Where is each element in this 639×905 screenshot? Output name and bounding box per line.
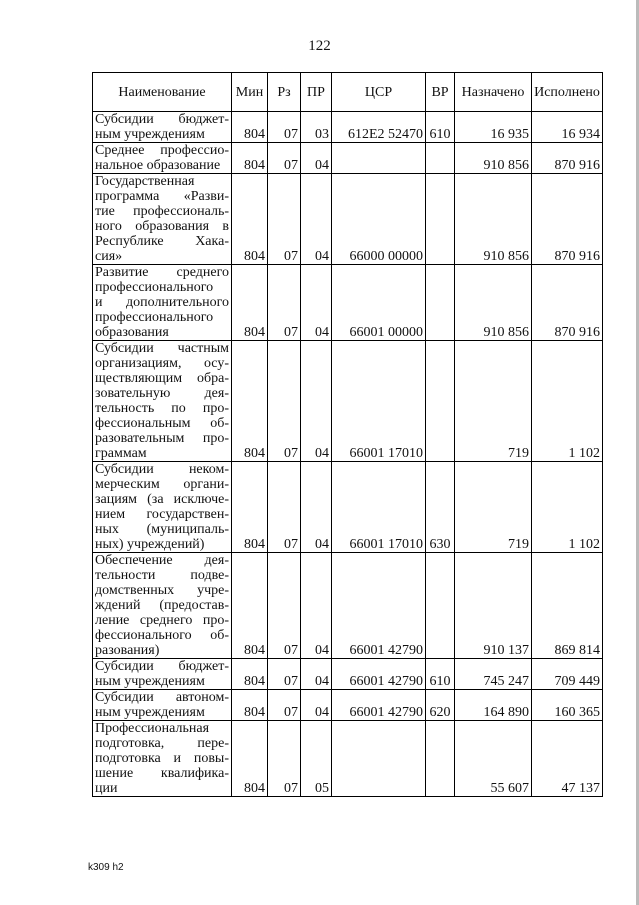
header-pr: ПР bbox=[301, 73, 332, 112]
row-csr-cell: 66001 42790 bbox=[332, 553, 426, 659]
row-name-line: подготовка, пере- bbox=[95, 736, 229, 751]
row-name-line: ных) учреждений) bbox=[95, 537, 205, 552]
row-name-line: тельности подве- bbox=[95, 568, 229, 583]
row-pr-cell: 04 bbox=[301, 174, 332, 265]
row-name-line: тие профессиональ- bbox=[95, 204, 229, 219]
row-rz-cell: 07 bbox=[268, 659, 301, 690]
row-min-cell: 804 bbox=[232, 690, 268, 721]
row-name-line: фессиональным об- bbox=[95, 416, 229, 431]
row-name-line: ществляющим обра- bbox=[95, 371, 229, 386]
row-name-line: граммам bbox=[95, 446, 147, 461]
row-executed-cell: 1 102 bbox=[532, 462, 603, 553]
header-min: Мин bbox=[232, 73, 268, 112]
row-name-line: сия» bbox=[95, 249, 123, 264]
row-name-line: ным учреждениям bbox=[95, 127, 205, 142]
row-name-line: нием государствен- bbox=[95, 507, 229, 522]
row-vr-cell: 630 bbox=[426, 462, 455, 553]
row-assigned-cell: 719 bbox=[455, 462, 532, 553]
row-rz-cell: 07 bbox=[268, 174, 301, 265]
row-rz-cell: 07 bbox=[268, 462, 301, 553]
row-csr-cell: 66001 17010 bbox=[332, 462, 426, 553]
row-rz-cell: 07 bbox=[268, 690, 301, 721]
row-name-line: программа «Разви- bbox=[95, 189, 229, 204]
table-row bbox=[93, 690, 603, 721]
row-vr-cell bbox=[426, 174, 455, 265]
row-rz-cell: 07 bbox=[268, 112, 301, 143]
row-name-cell bbox=[93, 462, 232, 553]
row-name-line: подготовка и повы- bbox=[95, 751, 229, 766]
row-name-line: ных (муниципаль- bbox=[95, 522, 229, 537]
row-name-line: ции bbox=[95, 781, 118, 796]
row-name-line: Субсидии неком- bbox=[95, 462, 229, 477]
row-pr-cell: 05 bbox=[301, 721, 332, 797]
row-rz-cell: 07 bbox=[268, 721, 301, 797]
row-name-line: Субсидии бюджет- bbox=[95, 112, 229, 127]
row-name-line: образования bbox=[95, 325, 169, 340]
row-name-line: Субсидии автоном- bbox=[95, 690, 229, 705]
row-pr-cell: 04 bbox=[301, 341, 332, 462]
row-name-line: мерческим органи- bbox=[95, 477, 229, 492]
header-name: Наименование bbox=[93, 73, 232, 112]
row-executed-cell: 1 102 bbox=[532, 341, 603, 462]
row-name-cell bbox=[93, 265, 232, 341]
row-vr-cell: 620 bbox=[426, 690, 455, 721]
row-assigned-cell: 910 137 bbox=[455, 553, 532, 659]
row-executed-cell: 160 365 bbox=[532, 690, 603, 721]
row-vr-cell bbox=[426, 721, 455, 797]
table-row bbox=[93, 659, 603, 690]
row-pr-cell: 04 bbox=[301, 462, 332, 553]
row-csr-cell: 66001 42790 bbox=[332, 690, 426, 721]
row-name-line: разования) bbox=[95, 643, 160, 658]
row-name-line: профессионального bbox=[95, 310, 214, 325]
row-csr-cell: 66001 42790 bbox=[332, 659, 426, 690]
row-name-line: Обеспечение дея- bbox=[95, 553, 229, 568]
row-vr-cell bbox=[426, 143, 455, 174]
row-name-cell bbox=[93, 341, 232, 462]
row-name-line: Республике Хака- bbox=[95, 234, 229, 249]
row-pr-cell: 04 bbox=[301, 265, 332, 341]
row-min-cell: 804 bbox=[232, 112, 268, 143]
row-assigned-cell: 910 856 bbox=[455, 265, 532, 341]
budget-table bbox=[92, 72, 603, 797]
row-name-line: Субсидии частным bbox=[95, 341, 229, 356]
row-name-line: тельность по про- bbox=[95, 401, 229, 416]
footer-code: k309 h2 bbox=[88, 862, 124, 873]
row-rz-cell: 07 bbox=[268, 143, 301, 174]
row-executed-cell: 870 916 bbox=[532, 143, 603, 174]
row-pr-cell: 04 bbox=[301, 690, 332, 721]
row-name-line: ным учреждениям bbox=[95, 705, 205, 720]
row-name-cell bbox=[93, 659, 232, 690]
row-name-line: зациям (за исключе- bbox=[95, 492, 229, 507]
row-vr-cell bbox=[426, 265, 455, 341]
row-name-cell bbox=[93, 690, 232, 721]
table-row bbox=[93, 112, 603, 143]
page-number: 122 bbox=[308, 38, 331, 54]
row-pr-cell: 03 bbox=[301, 112, 332, 143]
row-assigned-cell: 910 856 bbox=[455, 143, 532, 174]
row-name-line: и дополнительного bbox=[95, 295, 229, 310]
header-vr: ВР bbox=[426, 73, 455, 112]
row-assigned-cell: 55 607 bbox=[455, 721, 532, 797]
table-row bbox=[93, 553, 603, 659]
row-assigned-cell: 164 890 bbox=[455, 690, 532, 721]
row-name-line: Субсидии бюджет- bbox=[95, 659, 229, 674]
row-name-line: ного образования в bbox=[95, 219, 229, 234]
row-csr-cell: 66001 00000 bbox=[332, 265, 426, 341]
row-min-cell: 804 bbox=[232, 721, 268, 797]
row-pr-cell: 04 bbox=[301, 553, 332, 659]
row-name-line: Развитие среднего bbox=[95, 265, 229, 280]
row-name-cell bbox=[93, 112, 232, 143]
row-assigned-cell: 719 bbox=[455, 341, 532, 462]
row-csr-cell: 612E2 52470 bbox=[332, 112, 426, 143]
row-name-line: ным учреждениям bbox=[95, 674, 205, 689]
row-csr-cell bbox=[332, 721, 426, 797]
header-csr: ЦСР bbox=[332, 73, 426, 112]
row-min-cell: 804 bbox=[232, 462, 268, 553]
row-name-line: Среднее профессио- bbox=[95, 143, 229, 158]
row-name-line: ждений (предостав- bbox=[95, 598, 229, 613]
row-name-line: нальное образование bbox=[95, 158, 221, 173]
row-executed-cell: 16 934 bbox=[532, 112, 603, 143]
row-rz-cell: 07 bbox=[268, 265, 301, 341]
row-csr-cell bbox=[332, 143, 426, 174]
row-name-cell bbox=[93, 553, 232, 659]
row-executed-cell: 870 916 bbox=[532, 174, 603, 265]
row-name-line: Профессиональная bbox=[95, 721, 210, 736]
row-vr-cell: 610 bbox=[426, 112, 455, 143]
row-executed-cell: 869 814 bbox=[532, 553, 603, 659]
row-vr-cell: 610 bbox=[426, 659, 455, 690]
row-min-cell: 804 bbox=[232, 265, 268, 341]
row-name-cell bbox=[93, 174, 232, 265]
table-row bbox=[93, 462, 603, 553]
row-min-cell: 804 bbox=[232, 143, 268, 174]
row-name-line: Государственная bbox=[95, 174, 195, 189]
row-assigned-cell: 745 247 bbox=[455, 659, 532, 690]
table-row bbox=[93, 174, 603, 265]
row-name-line: ление среднего про- bbox=[95, 613, 229, 628]
row-min-cell: 804 bbox=[232, 553, 268, 659]
table-row bbox=[93, 265, 603, 341]
row-executed-cell: 870 916 bbox=[532, 265, 603, 341]
row-vr-cell bbox=[426, 553, 455, 659]
row-name-cell bbox=[93, 721, 232, 797]
header-rz: Рз bbox=[268, 73, 301, 112]
row-assigned-cell: 910 856 bbox=[455, 174, 532, 265]
row-name-line: профессионального bbox=[95, 280, 214, 295]
row-name-line: зовательную дея- bbox=[95, 386, 229, 401]
row-vr-cell bbox=[426, 341, 455, 462]
row-csr-cell: 66001 17010 bbox=[332, 341, 426, 462]
table-header-row bbox=[93, 73, 603, 112]
table-row bbox=[93, 143, 603, 174]
row-rz-cell: 07 bbox=[268, 553, 301, 659]
row-executed-cell: 47 137 bbox=[532, 721, 603, 797]
row-min-cell: 804 bbox=[232, 659, 268, 690]
row-pr-cell: 04 bbox=[301, 143, 332, 174]
table-row bbox=[93, 721, 603, 797]
row-min-cell: 804 bbox=[232, 341, 268, 462]
row-pr-cell: 04 bbox=[301, 659, 332, 690]
header-assigned: Назначено bbox=[455, 73, 532, 112]
row-name-line: фессионального об- bbox=[95, 628, 229, 643]
row-executed-cell: 709 449 bbox=[532, 659, 603, 690]
row-min-cell: 804 bbox=[232, 174, 268, 265]
header-executed: Исполнено bbox=[532, 73, 603, 112]
row-csr-cell: 66000 00000 bbox=[332, 174, 426, 265]
table-row bbox=[93, 341, 603, 462]
row-name-line: разовательным про- bbox=[95, 431, 229, 446]
row-rz-cell: 07 bbox=[268, 341, 301, 462]
row-assigned-cell: 16 935 bbox=[455, 112, 532, 143]
table-body bbox=[93, 112, 603, 797]
row-name-cell bbox=[93, 143, 232, 174]
row-name-line: шение квалифика- bbox=[95, 766, 229, 781]
row-name-line: организациям, осу- bbox=[95, 356, 229, 371]
row-name-line: домственных учре- bbox=[95, 583, 229, 598]
